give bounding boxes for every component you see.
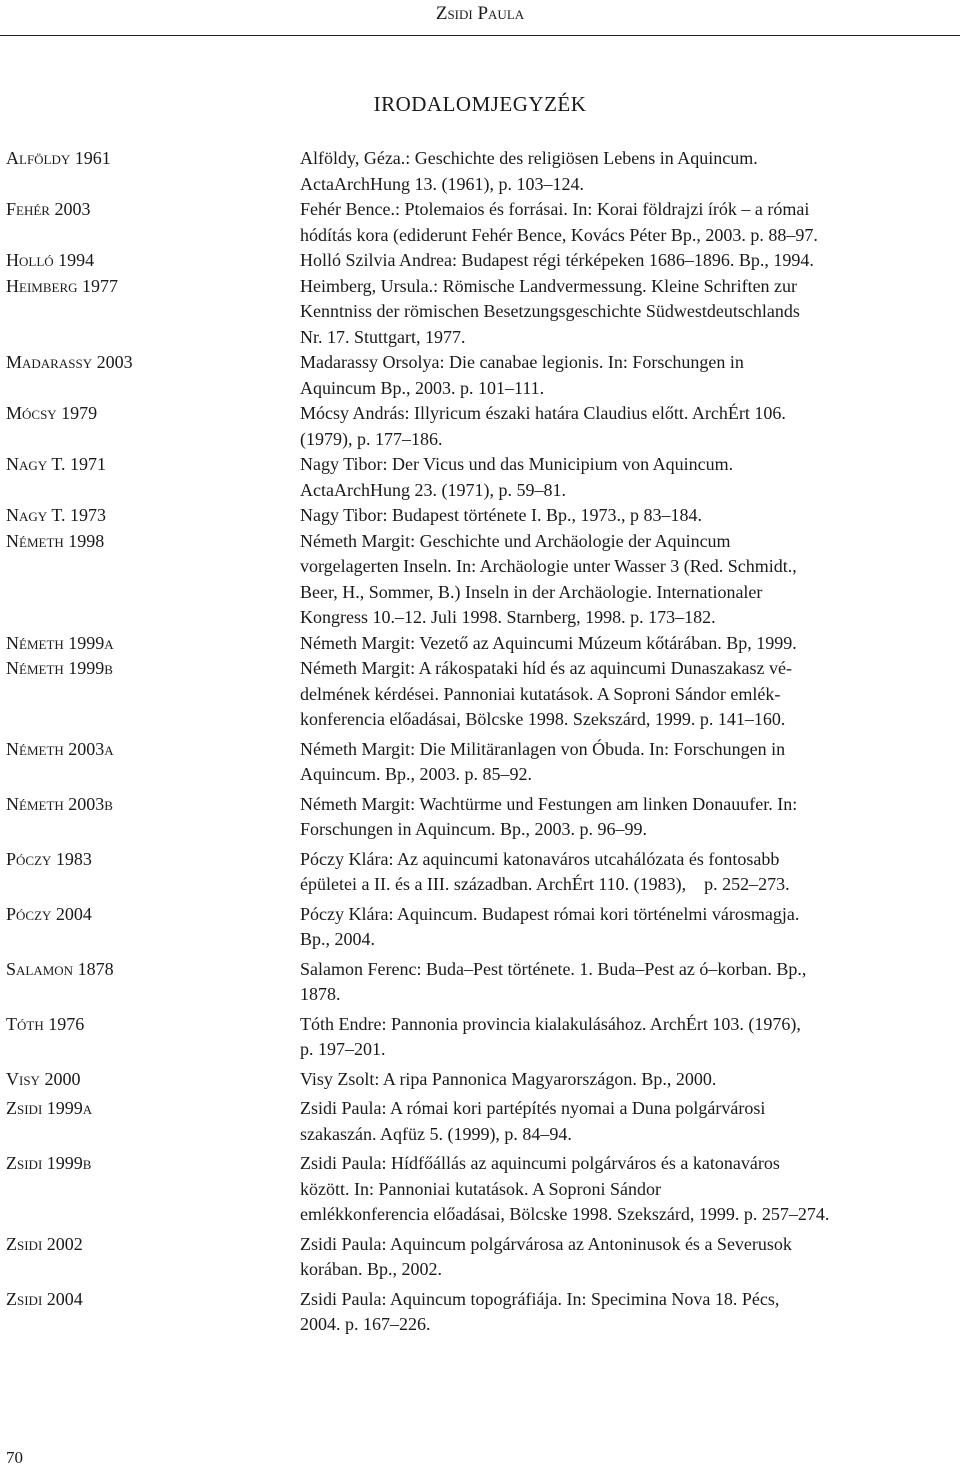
reference-line: Beer, H., Sommer, B.) Inseln in der Archäologie. Internationaler bbox=[300, 581, 763, 602]
reference-line: Németh Margit: Vezető az Aquincumi Múzeum kőtárában. Bp, 1999. bbox=[300, 632, 797, 653]
reference-line: emlékkonferencia előadásai, Bölcske 1998. Szekszárd, 1999. p. 257–274. bbox=[300, 1204, 830, 1224]
reference-line: Nagy Tibor: Budapest története I. Bp., 1973., p 83–184. bbox=[300, 505, 702, 525]
reference-line: Nr. 17. Stuttgart, 1977. bbox=[300, 326, 466, 347]
bibliography-entry bbox=[6, 197, 958, 248]
reference-line: Nagy Tibor: Der Vicus und das Municipium von Aquincum. bbox=[300, 454, 734, 474]
bibliography-entry bbox=[6, 1067, 958, 1093]
entry-reference bbox=[300, 401, 958, 452]
reference-line: szakaszán. Aqfüz 5. (1999), p. 84–94. bbox=[300, 1123, 572, 1144]
bibliography-list bbox=[6, 146, 958, 1342]
reference-line: Forschungen in Aquincum. Bp., 2003. p. 96–99. bbox=[300, 819, 647, 839]
reference-line: p. 197–201. bbox=[300, 1039, 386, 1059]
entry-reference bbox=[300, 248, 958, 274]
reference-line: 2004. p. 167–226. bbox=[300, 1314, 431, 1334]
reference-line: Holló Szilvia Andrea: Budapest régi térképeken 1686–1896. Bp., 1994. bbox=[300, 250, 814, 270]
reference-line: Németh Margit: A rákospataki híd és az aquincumi Dunaszakasz vé- bbox=[300, 658, 793, 678]
running-head-text: Zsidi Paula bbox=[435, 3, 525, 24]
reference-line: Kenntniss der römischen Besetzungsgeschichte Südwestdeutschlands bbox=[300, 301, 800, 321]
entry-reference bbox=[300, 197, 958, 248]
entry-reference bbox=[300, 350, 958, 401]
reference-line: épületei a II. és a III. században. ArchÉrt 110. (1983), p. 252–273. bbox=[300, 874, 790, 894]
reference-line: 1878. bbox=[300, 984, 341, 1004]
entry-key: Németh 2003a bbox=[6, 738, 114, 759]
header-rule bbox=[0, 35, 960, 36]
reference-line: Németh Margit: Wachtürme und Festungen am linken Donauufer. In: bbox=[300, 793, 798, 814]
entry-key: Visy 2000 bbox=[6, 1068, 81, 1089]
entry-key: Zsidi 1999a bbox=[6, 1098, 93, 1118]
reference-line: konferencia előadásai, Bölcske 1998. Szekszárd, 1999. p. 141–160. bbox=[300, 709, 786, 729]
entry-key: Zsidi 2004 bbox=[6, 1288, 83, 1309]
bibliography-entry bbox=[6, 656, 958, 733]
reference-line: Bp., 2004. bbox=[300, 929, 376, 949]
reference-line: ActaArchHung 23. (1971), p. 59–81. bbox=[300, 479, 566, 500]
bibliography-entry bbox=[6, 248, 958, 274]
section-title: IRODALOMJEGYZÉK bbox=[373, 92, 587, 116]
bibliography-entry bbox=[6, 957, 958, 1008]
entry-reference bbox=[300, 902, 958, 953]
entry-reference bbox=[300, 1232, 958, 1283]
bibliography-entry bbox=[6, 631, 958, 657]
entry-reference bbox=[300, 792, 958, 843]
bibliography-entry bbox=[6, 146, 958, 197]
entry-reference bbox=[300, 1012, 958, 1063]
reference-line: Madarassy Orsolya: Die canabae legionis. In: Forschungen in bbox=[300, 352, 744, 372]
bibliography-entry bbox=[6, 274, 958, 351]
page-number: 70 bbox=[6, 1448, 23, 1467]
reference-line: között. In: Pannoniai kutatások. A Soproni Sándor bbox=[300, 1178, 661, 1199]
entry-key: Póczy 1983 bbox=[6, 848, 92, 869]
entry-reference bbox=[300, 957, 958, 1008]
reference-line: Németh Margit: Geschichte und Archäologie der Aquincum bbox=[300, 530, 731, 551]
entry-key: Mócsy 1979 bbox=[6, 403, 98, 423]
reference-line: ActaArchHung 13. (1961), p. 103–124. bbox=[300, 173, 584, 194]
reference-line: Visy Zsolt: A ripa Pannonica Magyarországon. Bp., 2000. bbox=[300, 1068, 717, 1089]
entry-reference bbox=[300, 452, 958, 503]
bibliography-entry bbox=[6, 1012, 958, 1063]
entry-reference bbox=[300, 529, 958, 631]
reference-line: Fehér Bence.: Ptolemaios és forrásai. In: Korai földrajzi írók – a római bbox=[300, 199, 810, 219]
entry-reference bbox=[300, 503, 958, 529]
entry-reference bbox=[300, 146, 958, 197]
entry-key: Fehér 2003 bbox=[6, 199, 91, 219]
bibliography-entry bbox=[6, 847, 958, 898]
entry-reference bbox=[300, 847, 958, 898]
reference-line: Zsidi Paula: Aquincum polgárvárosa az Antoninusok és a Severusok bbox=[300, 1233, 792, 1254]
reference-line: korában. Bp., 2002. bbox=[300, 1259, 442, 1279]
entry-key: Németh 1999a bbox=[6, 632, 114, 653]
entry-key: Németh 2003b bbox=[6, 793, 113, 814]
entry-reference bbox=[300, 1151, 958, 1228]
reference-line: Kongress 10.–12. Juli 1998. Starnberg, 1998. p. 173–182. bbox=[300, 607, 716, 627]
running-head bbox=[0, 0, 960, 34]
entry-reference bbox=[300, 274, 958, 351]
reference-line: delmének kérdései. Pannoniai kutatások. A Soproni Sándor emlék- bbox=[300, 683, 781, 704]
entry-reference bbox=[300, 737, 958, 788]
reference-line: (1979), p. 177–186. bbox=[300, 428, 443, 449]
entry-reference bbox=[300, 656, 958, 733]
entry-key: Holló 1994 bbox=[6, 250, 95, 270]
entry-key: Zsidi 2002 bbox=[6, 1233, 83, 1254]
bibliography-entry bbox=[6, 503, 958, 529]
entry-key: Salamon 1878 bbox=[6, 958, 114, 979]
bibliography-entry bbox=[6, 1151, 958, 1228]
reference-line: Póczy Klára: Aquincum. Budapest római kori történelmi városmagja. bbox=[300, 903, 800, 924]
bibliography-entry bbox=[6, 1232, 958, 1283]
bibliography-entry bbox=[6, 1096, 958, 1147]
entry-key: Németh 1998 bbox=[6, 530, 105, 551]
reference-line: Salamon Ferenc: Buda–Pest története. 1. Buda–Pest az ó–korban. Bp., bbox=[300, 958, 807, 979]
reference-line: Zsidi Paula: A római kori partépítés nyomai a Duna polgárvárosi bbox=[300, 1098, 766, 1118]
reference-line: Aquincum Bp., 2003. p. 101–111. bbox=[300, 377, 545, 398]
entry-key: Tóth 1976 bbox=[6, 1013, 85, 1034]
bibliography-entry bbox=[6, 452, 958, 503]
entry-key: Nagy T. 1973 bbox=[6, 505, 106, 525]
entry-key: Póczy 2004 bbox=[6, 903, 92, 924]
reference-line: Mócsy András: Illyricum északi határa Claudius előtt. ArchÉrt 106. bbox=[300, 403, 786, 423]
reference-line: Aquincum. Bp., 2003. p. 85–92. bbox=[300, 764, 532, 784]
reference-line: Tóth Endre: Pannonia provincia kialakulásához. ArchÉrt 103. (1976), bbox=[300, 1013, 801, 1034]
entry-key: Nagy T. 1971 bbox=[6, 454, 106, 474]
entry-reference bbox=[300, 1287, 958, 1338]
reference-line: Póczy Klára: Az aquincumi katonaváros utcahálózata és fontosabb bbox=[300, 848, 780, 869]
entry-key: Zsidi 1999b bbox=[6, 1153, 92, 1173]
entry-key: Heimberg 1977 bbox=[6, 275, 118, 296]
entry-key: Madarassy 2003 bbox=[6, 352, 133, 372]
bibliography-entry bbox=[6, 902, 958, 953]
bibliography-entry bbox=[6, 737, 958, 788]
bibliography-entry bbox=[6, 529, 958, 631]
entry-reference bbox=[300, 631, 958, 657]
bibliography-entry bbox=[6, 1287, 958, 1338]
reference-line: hódítás kora (ediderunt Fehér Bence, Kovács Péter Bp., 2003. p. 88–97. bbox=[300, 224, 818, 245]
entry-key: Alföldy 1961 bbox=[6, 148, 111, 168]
reference-line: Zsidi Paula: Aquincum topográfiája. In: Specimina Nova 18. Pécs, bbox=[300, 1288, 780, 1309]
entry-key: Németh 1999b bbox=[6, 658, 113, 678]
reference-line: Heimberg, Ursula.: Römische Landvermessung. Kleine Schriften zur bbox=[300, 275, 798, 296]
reference-line: vorgelagerten Inseln. In: Archäologie unter Wasser 3 (Red. Schmidt., bbox=[300, 556, 797, 576]
reference-line: Zsidi Paula: Hídfőállás az aquincumi polgárváros és a katonaváros bbox=[300, 1153, 780, 1173]
reference-line: Németh Margit: Die Militäranlagen von Óbuda. In: Forschungen in bbox=[300, 738, 786, 759]
entry-reference bbox=[300, 1067, 958, 1093]
entry-reference bbox=[300, 1096, 958, 1147]
reference-line: Alföldy, Géza.: Geschichte des religiösen Lebens in Aquincum. bbox=[300, 148, 758, 168]
bibliography-entry bbox=[6, 792, 958, 843]
bibliography-entry bbox=[6, 401, 958, 452]
bibliography-entry bbox=[6, 350, 958, 401]
